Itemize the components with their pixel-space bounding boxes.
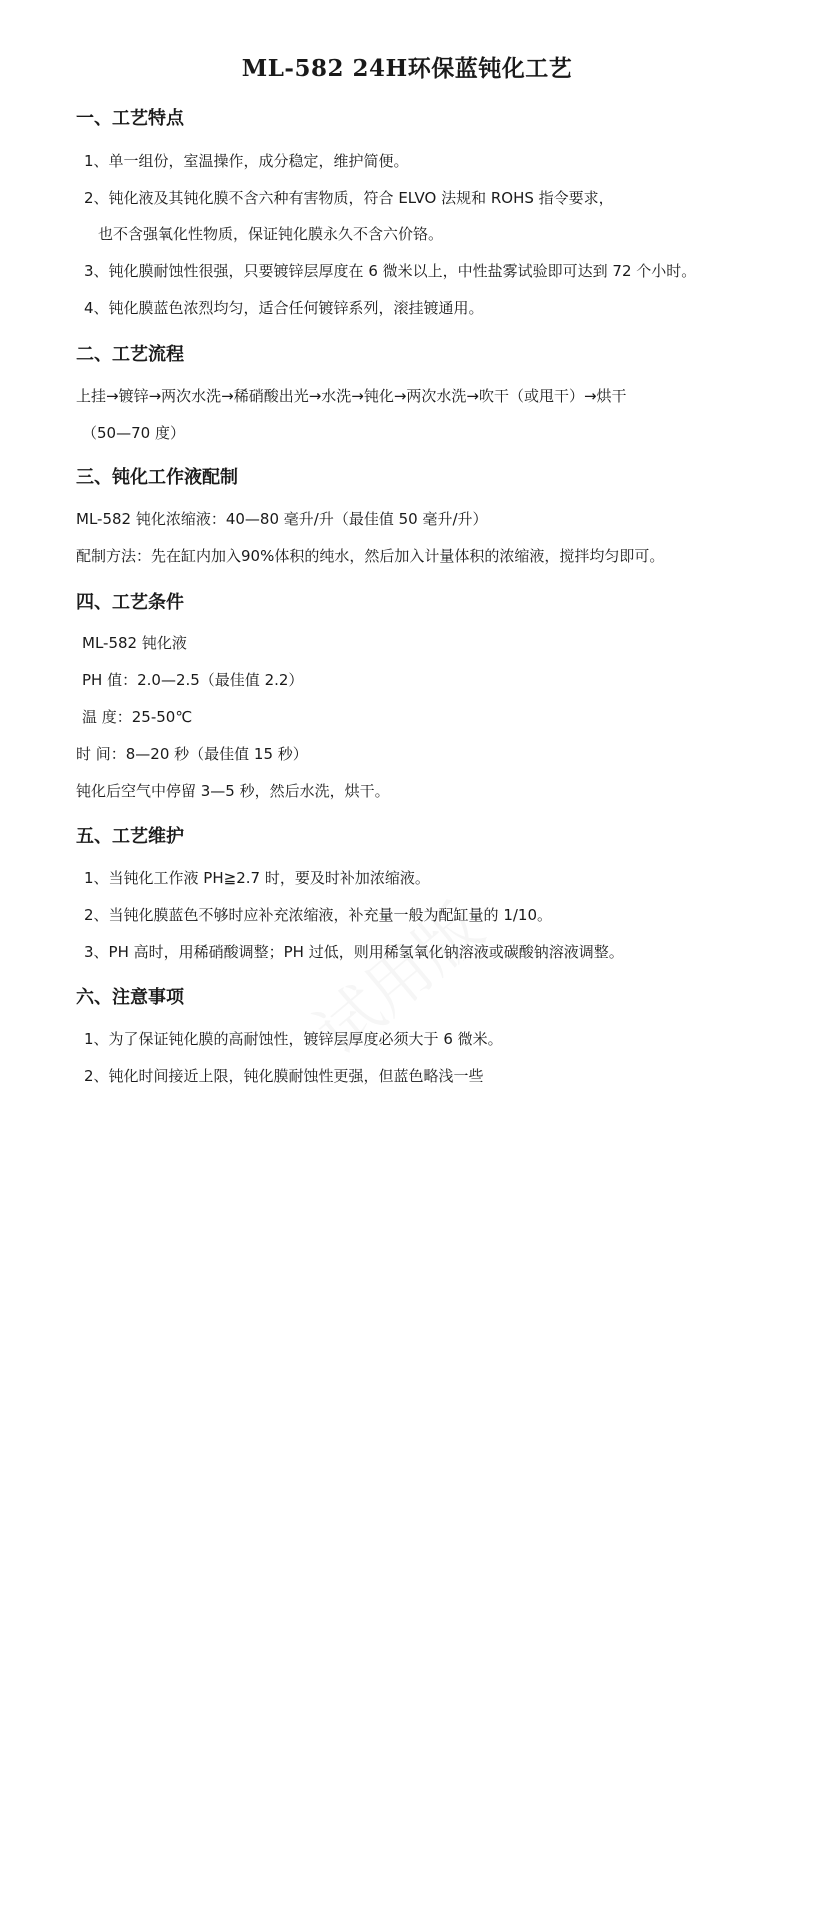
maintenance-line-1: 1、当钝化工作液 PH≧2.7 时，要及时补加浓缩液。 xyxy=(84,869,430,887)
section-heading-maintenance: 五、工艺维护 xyxy=(76,826,184,847)
features-line-3: 3、钝化膜耐蚀性很强，只要镀锌层厚度在 6 微米以上，中性盐雾试验即可达到 72 个小时。 xyxy=(84,262,697,280)
section-heading-features: 一、工艺特点 xyxy=(76,108,184,129)
maintenance-line-3: 3、PH 高时，用稀硝酸调整；PH 过低，则用稀氢氧化钠溶液或碳酸钠溶液调整。 xyxy=(84,943,624,961)
conditions-line-4: 时 间：8—20 秒（最佳值 15 秒） xyxy=(76,745,308,763)
section-heading-preparation: 三、钝化工作液配制 xyxy=(76,467,238,488)
section-heading-process: 二、工艺流程 xyxy=(76,344,184,365)
features-line-2-cont: 也不含强氧化性物质，保证钝化膜永久不含六价铬。 xyxy=(98,225,444,243)
notes-line-2: 2、钝化时间接近上限，钝化膜耐蚀性更强，但蓝色略浅一些 xyxy=(84,1067,484,1085)
features-line-2: 2、钝化液及其钝化膜不含六种有害物质，符合 ELVO 法规和 ROHS 指令要求， xyxy=(84,189,614,207)
notes-line-1: 1、为了保证钝化膜的高耐蚀性，镀锌层厚度必须大于 6 微米。 xyxy=(84,1030,503,1048)
section-heading-notes: 六、注意事项 xyxy=(76,987,184,1008)
conditions-line-3: 温 度：25-50℃ xyxy=(82,708,193,726)
conditions-line-5: 钝化后空气中停留 3—5 秒，然后水洗，烘干。 xyxy=(76,782,390,800)
section-heading-conditions: 四、工艺条件 xyxy=(76,592,184,613)
process-flow-line: 上挂→镀锌→两次水洗→稀硝酸出光→水洗→钝化→两次水洗→吹干（或甩干）→烘干 xyxy=(76,387,627,405)
process-flow-line-cont: （50—70 度） xyxy=(82,424,185,442)
conditions-line-2: PH 值：2.0—2.5（最佳值 2.2） xyxy=(82,671,304,689)
features-line-4: 4、钝化膜蓝色浓烈均匀，适合任何镀锌系列，滚挂镀通用。 xyxy=(84,299,484,317)
features-line-1: 1、单一组份，室温操作，成分稳定，维护简便。 xyxy=(84,152,409,170)
conditions-line-1: ML-582 钝化液 xyxy=(82,634,187,652)
preparation-line-1: ML-582 钝化浓缩液：40—80 毫升/升（最佳值 50 毫升/升） xyxy=(76,510,488,528)
preparation-line-2: 配制方法：先在缸内加入90%体积的纯水，然后加入计量体积的浓缩液，搅拌均匀即可。 xyxy=(76,547,665,565)
document-title: ML-582 24H环保蓝钝化工艺 xyxy=(241,55,573,82)
maintenance-line-2: 2、当钝化膜蓝色不够时应补充浓缩液，补充量一般为配缸量的 1/10。 xyxy=(84,906,552,924)
